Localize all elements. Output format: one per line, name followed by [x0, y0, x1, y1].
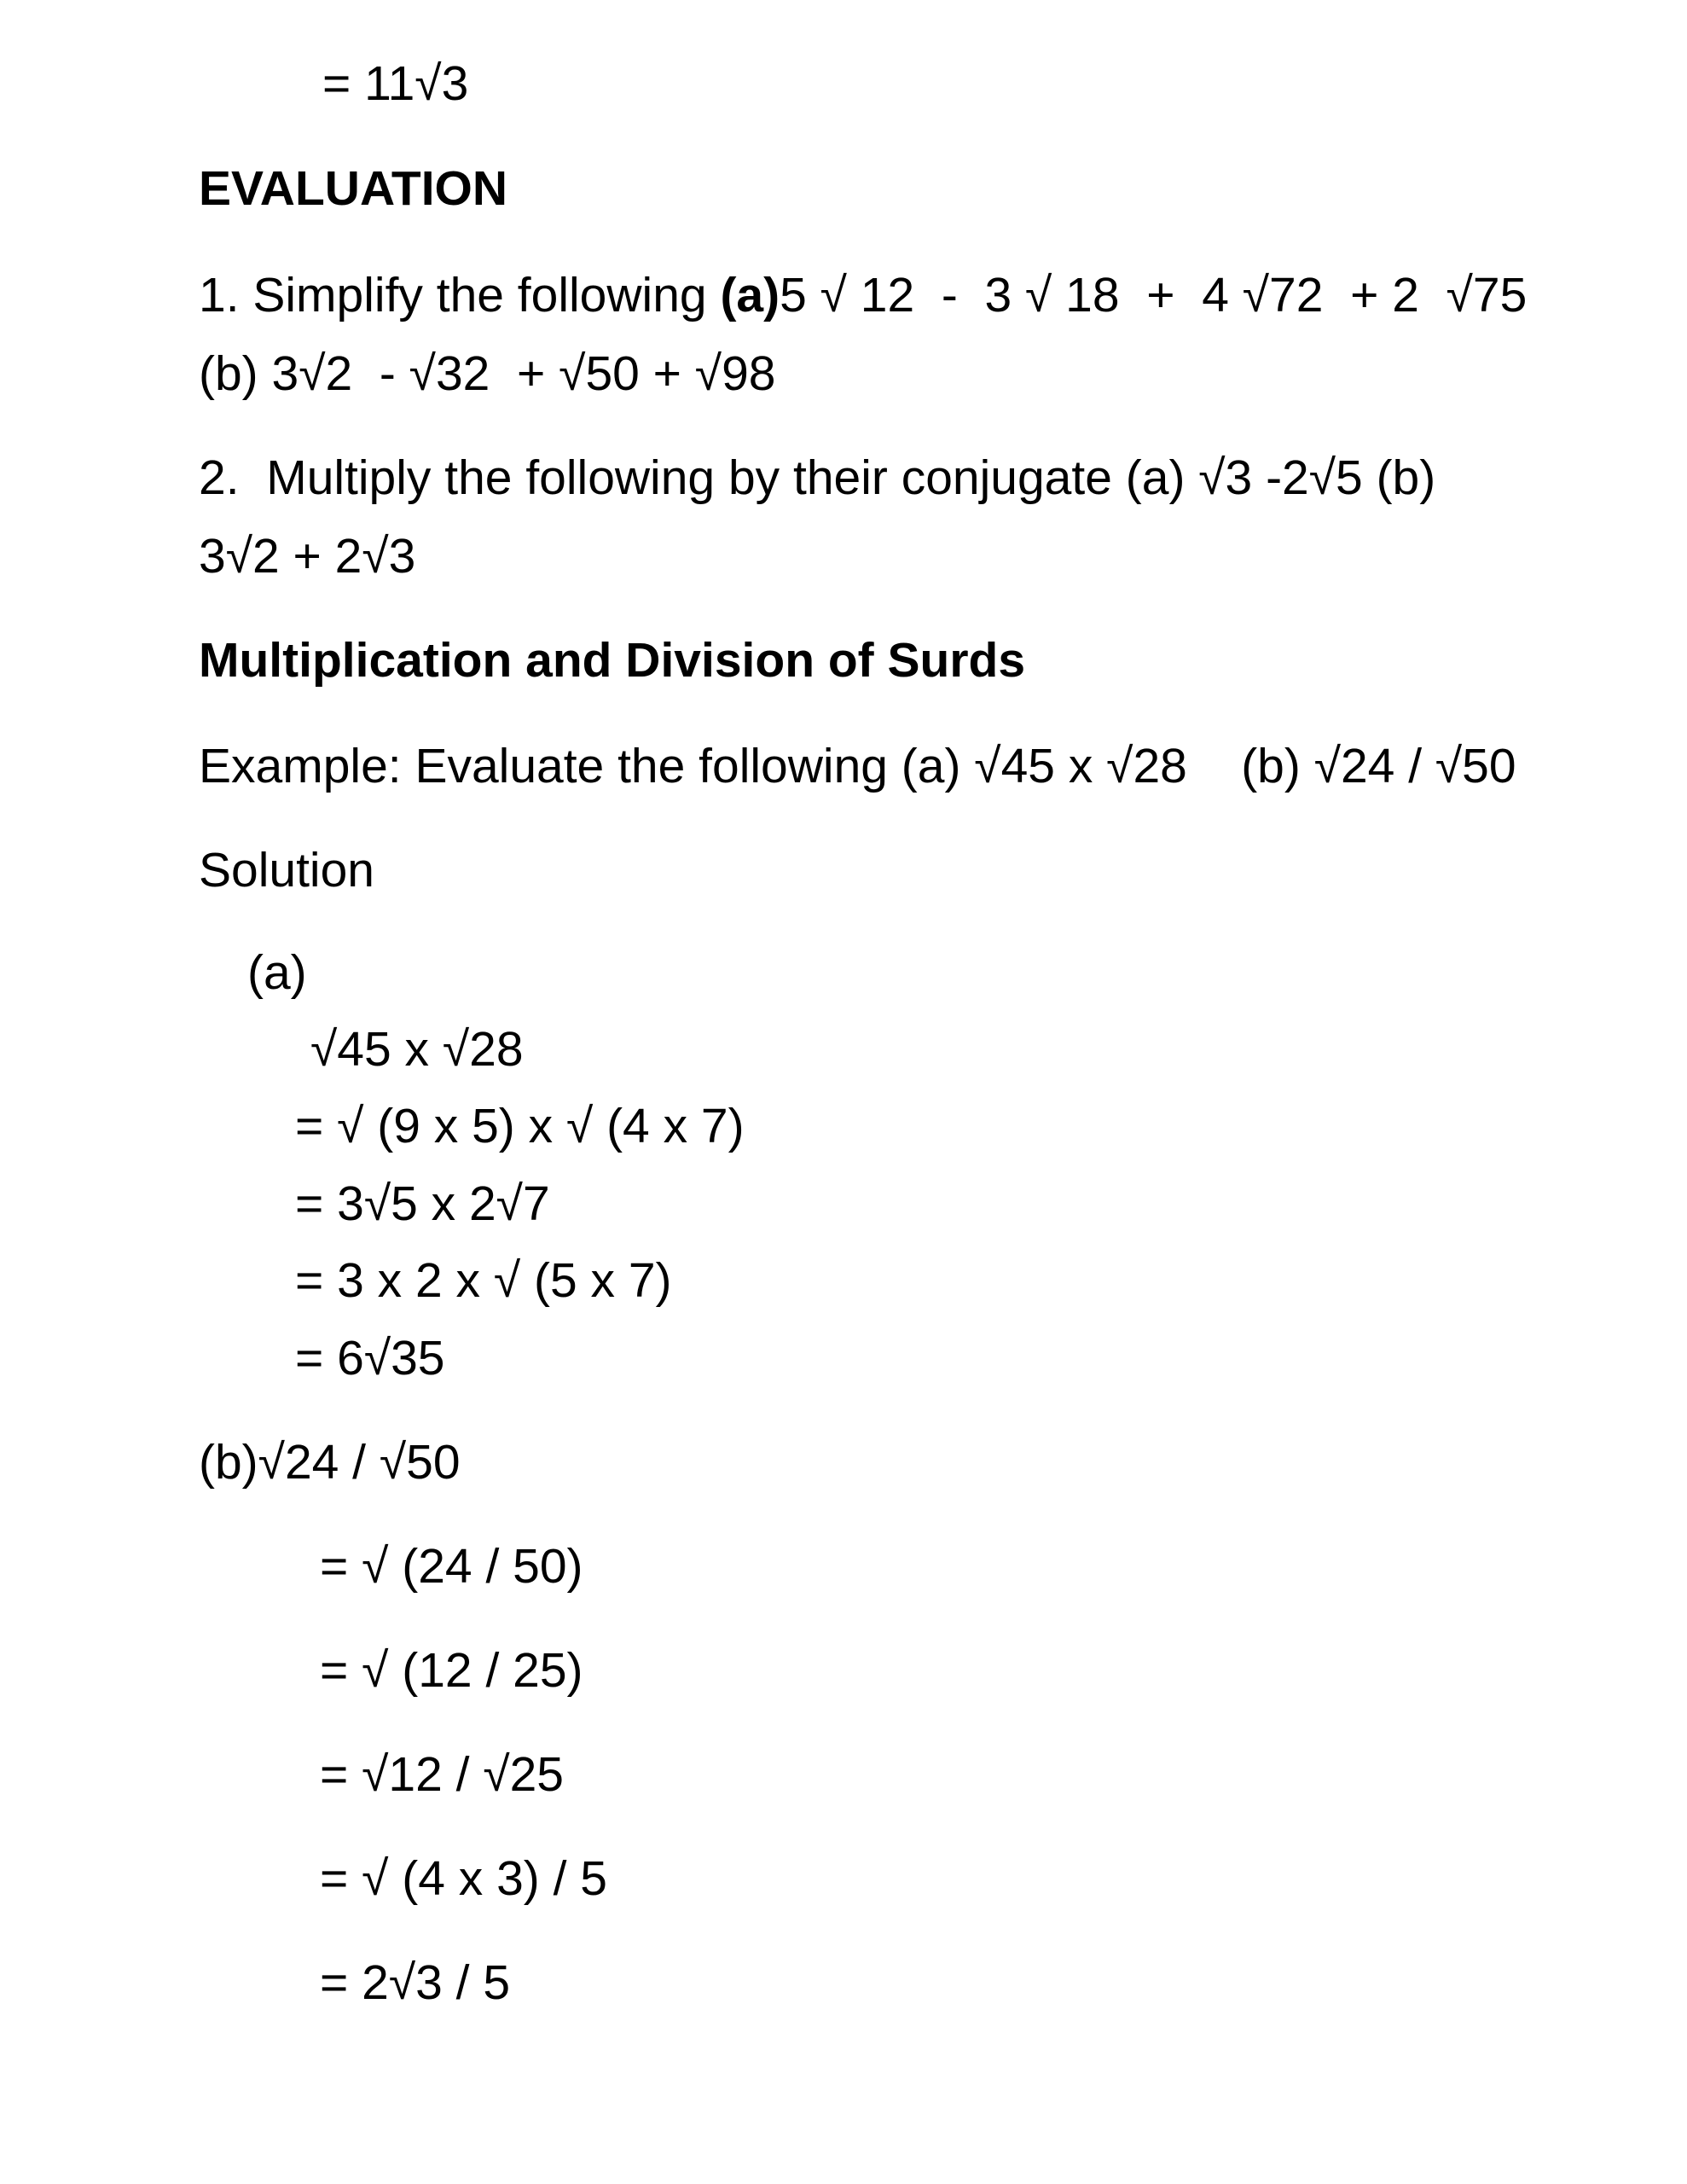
q1-part-a-expression: 5 √ 12 - 3 √ 18 + 4 √72 + 2 √75: [780, 268, 1528, 322]
part-a-step-1: √45 x √28: [310, 1022, 524, 1077]
part-b-step-3: = √12 / √25: [320, 1747, 565, 1802]
section-heading: Multiplication and Division of Surds: [199, 633, 1026, 688]
part-b-step-5: = 2√3 / 5: [320, 1955, 511, 2010]
part-a-step-3: = 3√5 x 2√7: [295, 1176, 550, 1231]
part-a-step-4: = 3 x 2 x √ (5 x 7): [295, 1253, 672, 1308]
part-b-step-1: = √ (24 / 50): [320, 1539, 583, 1594]
top-result: = 11√3: [322, 56, 469, 111]
example-line: Example: Evaluate the following (a) √45 x √28 (b) √24 / √50: [199, 739, 1516, 793]
q1-part-a-label: (a): [720, 268, 780, 322]
part-a-step-2: = √ (9 x 5) x √ (4 x 7): [295, 1099, 745, 1153]
part-b-label: (b)√24 / √50: [199, 1435, 461, 1490]
part-a-step-5: = 6√35: [295, 1331, 445, 1385]
evaluation-heading: EVALUATION: [199, 161, 508, 216]
part-b-step-2: = √ (12 / 25): [320, 1643, 583, 1698]
solution-label: Solution: [199, 843, 374, 897]
part-a-label: (a): [247, 945, 307, 1000]
evaluation-question-2-line-1: 2. Multiply the following by their conjugate (a) √3 -2√5 (b): [199, 450, 1436, 505]
q1-prefix: 1. Simplify the following: [199, 268, 721, 322]
evaluation-question-2-line-2: 3√2 + 2√3: [199, 529, 416, 584]
evaluation-question-1-part-b: (b) 3√2 - √32 + √50 + √98: [199, 346, 776, 401]
part-b-step-4: = √ (4 x 3) / 5: [320, 1851, 607, 1906]
evaluation-question-1: [199, 268, 1528, 322]
